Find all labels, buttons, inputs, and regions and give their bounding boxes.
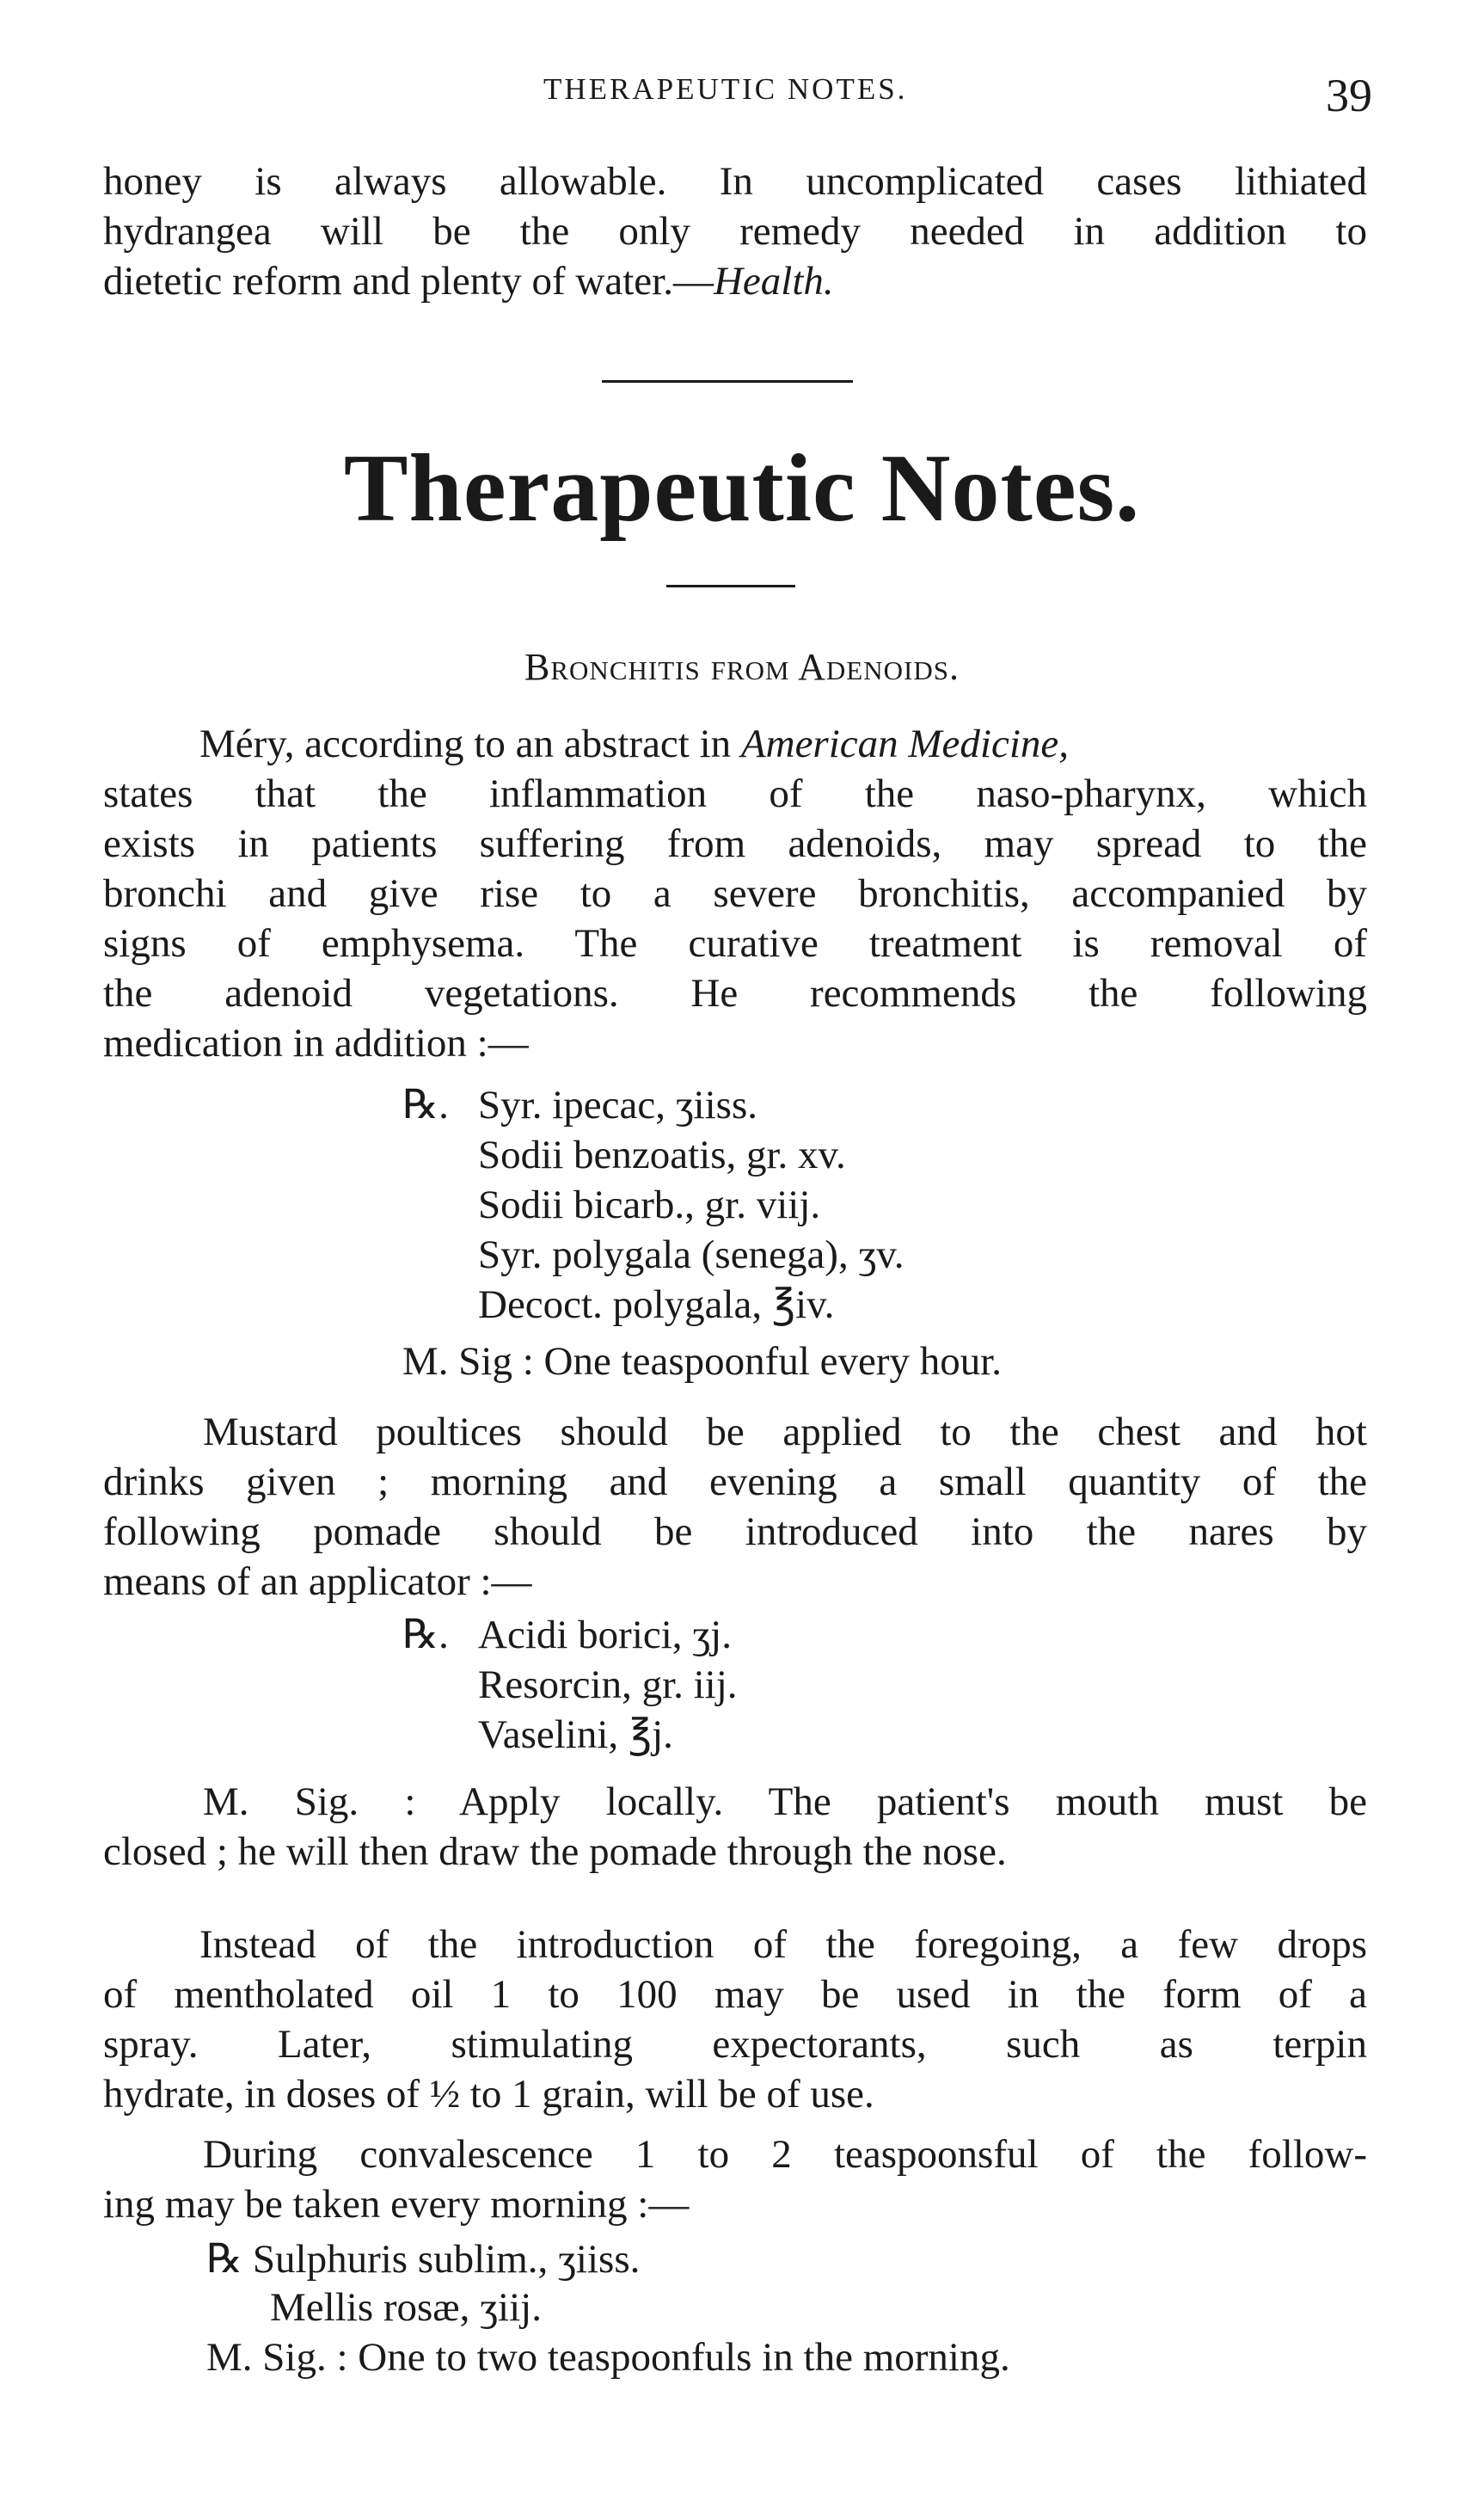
para4-line: of mentholated oil 1 to 100 may be used in the form of a	[103, 1972, 1367, 2017]
journal-name: American Medicine,	[740, 722, 1069, 766]
para1-line-1-text: Méry, according to an abstract in	[199, 722, 741, 766]
source-citation: Health.	[713, 259, 834, 304]
intro-line-1: honey is always allowable. In uncomplicated cases lithiated	[103, 159, 1367, 204]
rx2-symbol: ℞.	[402, 1613, 449, 1657]
para4-line: Instead of the introduction of the foregoing, a few drops	[199, 1922, 1367, 1967]
title-bottom-rule	[666, 585, 795, 587]
para2-line: Mustard poultices should be applied to the chest and hot	[203, 1410, 1367, 1454]
intro-line-3	[103, 261, 834, 302]
rx2-item: Vaselini, ℥j.	[478, 1712, 673, 1757]
rx3-item-1: ℞ Sulphuris sublim., ʒiiss.	[206, 2237, 641, 2282]
page-title: Therapeutic Notes.	[343, 435, 1141, 542]
rx2-item: Resorcin, gr. iij.	[478, 1662, 738, 1707]
para4-line: spray. Later, stimulating expectorants, such as terpin	[103, 2022, 1367, 2067]
rx1-sig: M. Sig : One teaspoonful every hour.	[402, 1339, 1003, 1384]
para1-last-line: medication in addition :—	[103, 1021, 529, 1066]
para1-line: states that the inflammation of the naso-pharynx, which	[103, 771, 1367, 816]
rx1-item: Decoct. polygala, ℥iv.	[478, 1282, 835, 1327]
rx3-item-2: Mellis rosæ, ʒiij.	[270, 2285, 542, 2330]
para1-line-1	[199, 724, 1069, 765]
page-number: 39	[1326, 70, 1372, 121]
para1-line: signs of emphysema. The curative treatment is removal of	[103, 921, 1367, 966]
title-top-rule	[602, 380, 853, 383]
para4-last-line: hydrate, in doses of ½ to 1 grain, will be of use.	[103, 2072, 874, 2117]
para1-line: bronchi and give rise to a severe bronchitis, accompanied by	[103, 871, 1367, 916]
rx1-symbol: ℞.	[402, 1083, 449, 1128]
para5-last-line: ing may be taken every morning :—	[103, 2182, 690, 2227]
para3-line-1: M. Sig. : Apply locally. The patient's mouth must be	[203, 1779, 1367, 1824]
rx1-item: Sodii bicarb., gr. viij.	[478, 1183, 821, 1227]
rx3-sig: M. Sig. : One to two teaspoonfuls in the morning.	[206, 2335, 1010, 2380]
intro-line-2: hydrangea will be the only remedy needed in addition to	[103, 209, 1367, 254]
rx2-item: Acidi borici, ʒj.	[478, 1613, 732, 1657]
running-head: THERAPEUTIC NOTES.	[543, 72, 908, 106]
para2-line: drinks given ; morning and evening a small quantity of the	[103, 1459, 1367, 1504]
rx1-item: Syr. ipecac, ʒiiss.	[478, 1083, 758, 1128]
para1-line: exists in patients suffering from adenoids, may spread to the	[103, 821, 1367, 866]
para3-line-2: closed ; he will then draw the pomade through the nose.	[103, 1829, 1007, 1874]
intro-line-3-text: dietetic reform and plenty of water.—	[103, 259, 714, 304]
rx1-item: Syr. polygala (senega), ʒv.	[478, 1232, 905, 1277]
para1-line: the adenoid vegetations. He recommends the following	[103, 971, 1367, 1016]
para5-line: During convalescence 1 to 2 teaspoonsful of the follow-	[203, 2132, 1367, 2177]
para2-line: following pomade should be introduced into the nares by	[103, 1509, 1367, 1554]
section-heading: Bronchitis from Adenoids.	[524, 646, 960, 688]
para2-last-line: means of an applicator :—	[103, 1559, 532, 1604]
rx1-item: Sodii benzoatis, gr. xv.	[478, 1133, 846, 1177]
